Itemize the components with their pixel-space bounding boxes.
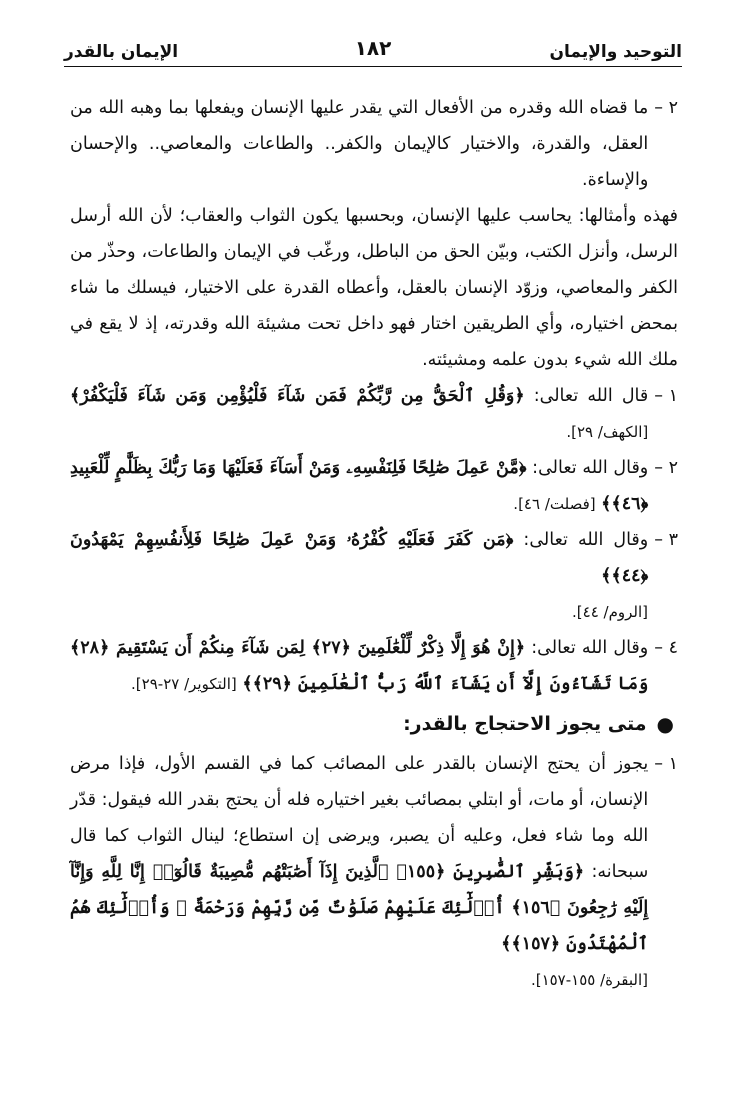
quran-verse: ﴿وَقُلِ ٱلْحَقُّ مِن رَّبِّكُمْ فَمَن شَآءَ فَلْيُؤْمِن وَمَن شَآءَ فَلْيَكْفُرْ﴾ xyxy=(70,386,525,406)
evidence-item xyxy=(70,450,678,522)
evidence-intro: قال الله تعالى: xyxy=(533,386,649,406)
quran-verse: ﴿إِنْ هُوَ إِلَّا ذِكْرٌ لِّلْعَٰلَمِينَ ﴿٢٧﴾ لِمَن شَآءَ مِنكُمْ أَن يَسْتَقِيمَ ﴿٢٨﴾ وَمَا تَشَآءُونَ إِلَّآ أَن يَشَآءَ ٱللَّهُ رَبُّ ٱلْعَٰلَمِينَ ﴿٢٩﴾﴾ xyxy=(70,638,649,694)
evidence-intro: وقال الله تعالى: xyxy=(532,458,649,478)
quran-verse: ﴿مَن كَفَرَ فَعَلَيْهِ كُفْرُهُۥ وَمَنْ عَمِلَ صَٰلِحًا فَلِأَنفُسِهِمْ يَمْهَدُونَ ﴿٤٤﴾﴾ xyxy=(70,530,649,586)
evidence-intro: وقال الله تعالى: xyxy=(531,638,649,658)
evidence-intro: وقال الله تعالى: xyxy=(523,530,649,550)
evidence-item xyxy=(70,522,678,594)
bullet-icon: ● xyxy=(656,712,674,736)
verse-reference: [البقرة/ ١٥٥-١٥٧]. xyxy=(530,971,648,989)
item-number: ١ – xyxy=(654,754,678,774)
item-number: ٢ – xyxy=(654,98,678,118)
item-number: ٤ – xyxy=(654,638,678,658)
chapter-title: الإيمان بالقدر xyxy=(64,42,179,62)
verse-reference: [الروم/ ٤٤]. xyxy=(572,603,648,621)
paragraph-item-2 xyxy=(70,90,678,198)
book-title: التوحيد والإيمان xyxy=(549,42,682,62)
item-number: ٣ – xyxy=(654,530,678,550)
evidence-item xyxy=(70,378,678,450)
quran-verse: ﴿وَبَشِّرِ ٱلصَّٰبِرِينَ ﴿١٥٥﴾ ٱلَّذِينَ إِذَآ أَصَٰبَتْهُم مُّصِيبَةٌ قَالُوٓا۟ إِنَّا لِلَّهِ وَإِنَّآ إِلَيْهِ رَٰجِعُونَ ﴿١٥٦﴾ أُو۟لَٰٓئِكَ عَلَيْهِمْ صَلَوَٰتٌ مِّن رَّبِّهِمْ وَرَحْمَةٌ ۖ وَأُو۟لَٰٓئِكَ هُمُ ٱلْمُهْتَدُونَ ﴿١٥٧﴾﴾ xyxy=(70,862,649,954)
quran-verse: ﴿مَّنْ عَمِلَ صَٰلِحًا فَلِنَفْسِهِۦ وَمَنْ أَسَآءَ فَعَلَيْهَا وَمَا رَبُّكَ بِظَلَّٰمٍ لِّلْعَبِيدِ ﴿٤٦﴾﴾ xyxy=(70,458,649,514)
paragraph-item-1 xyxy=(70,746,678,962)
header-rule xyxy=(64,66,682,67)
page-number: ١٨٢ xyxy=(354,36,392,60)
verse-reference: [الكهف/ ٢٩]. xyxy=(566,423,649,441)
section-heading xyxy=(70,706,678,742)
evidence-item xyxy=(70,630,678,702)
verse-reference: [التكوير/ ٢٧-٢٩]. xyxy=(131,675,237,693)
page-body xyxy=(70,90,678,998)
section-title: متى يجوز الاحتجاج بالقدر: xyxy=(403,713,647,735)
item-number: ١ – xyxy=(654,386,678,406)
item-number: ٢ – xyxy=(654,458,678,478)
paragraph-text: يجوز أن يحتج الإنسان بالقدر على المصائب كما في القسم الأول، فإذا مرض الإنسان، أو مات، أو ابتلي بمصائب بغير اختياره فله أن يحتج بقدر الله فيقول: قدّر الله وما شاء فعل، وعليه أن يصبر، ويرضى إن استطاع؛ لينال الثواب كما قال سبحانه: xyxy=(70,754,649,882)
verse-reference: [فصلت/ ٤٦]. xyxy=(513,495,596,513)
paragraph-text: ما قضاه الله وقدره من الأفعال التي يقدر عليها الإنسان ويفعلها بما وهبه الله من العقل، والقدرة، والاختيار كالإيمان والكفر.. والطاعات والمعاصي.. والإحسان والإساءة. xyxy=(70,98,649,190)
page-header xyxy=(64,36,682,66)
explanation-paragraph: فهذه وأمثالها: يحاسب عليها الإنسان، وبحسبها يكون الثواب والعقاب؛ لأن الله أرسل الرسل، وأنزل الكتب، وبيّن الحق من الباطل، ورغّب في الإيمان والطاعات، وحذّر من الكفر والمعاصي، وزوّد الإنسان بالعقل، وأعطاه القدرة على الاختيار، فيسلك ما شاء بمحض اختياره، وأي الطريقين اختار فهو داخل تحت مشيئة الله وقدرته، إذ لا يقع في ملك الله شيء بدون علمه ومشيئته. xyxy=(70,206,678,370)
